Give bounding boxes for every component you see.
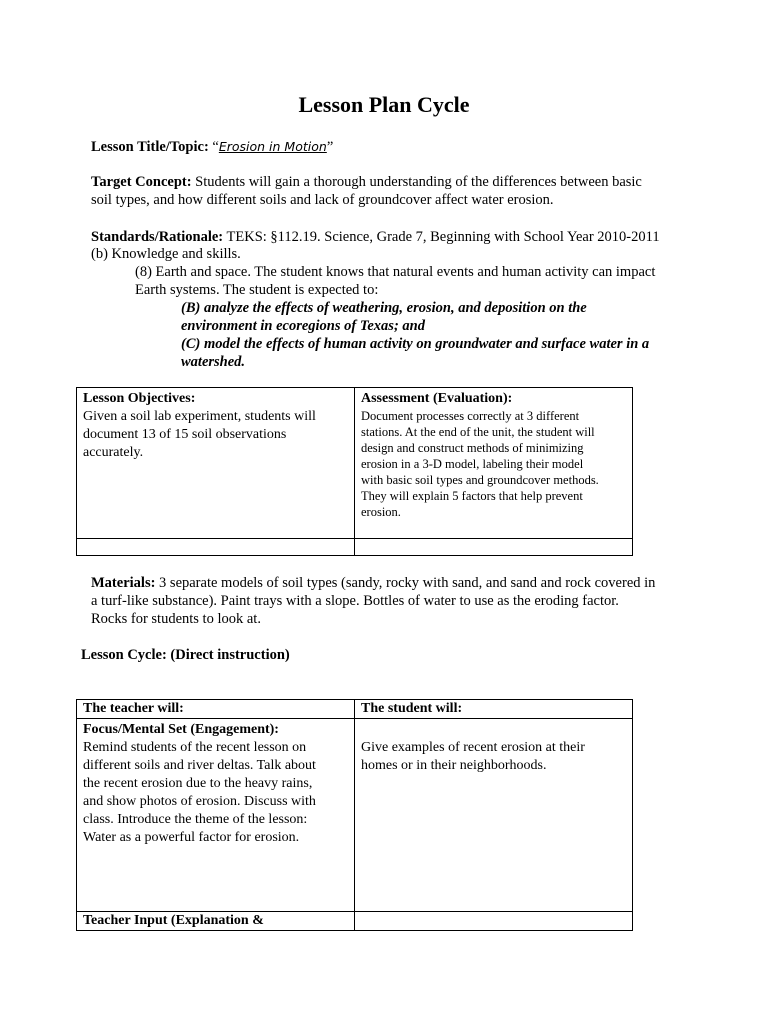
- objectives-line: accurately.: [83, 445, 144, 460]
- assessment-line: erosion in a 3-D model, labeling their model: [361, 457, 584, 471]
- target-concept-line1: [91, 173, 642, 191]
- objectives-table: [76, 387, 633, 556]
- student-line: homes or in their neighborhoods.: [361, 758, 547, 773]
- focus-line: different soils and river deltas. Talk about: [83, 758, 316, 773]
- close-quote: ”: [326, 139, 334, 155]
- standards-teks: TEKS: §112.19. Science, Grade 7, Beginning with School Year 2010-2011: [226, 229, 660, 245]
- teacher-input-header: Teacher Input (Explanation &: [77, 912, 355, 931]
- focus-line: and show photos of erosion. Discuss with: [83, 794, 316, 809]
- assessment-line: erosion.: [361, 505, 401, 519]
- assessment-header: Assessment (Evaluation):: [361, 391, 513, 406]
- lesson-cycle-heading: Lesson Cycle: (Direct instruction): [81, 647, 290, 663]
- standards-line3: (8) Earth and space. The student knows that natural events and human activity can impact: [135, 264, 656, 280]
- focus-header: Focus/Mental Set (Engagement):: [83, 722, 279, 737]
- teacher-header: The teacher will:: [77, 700, 355, 719]
- focus-line: Water as a powerful factor for erosion.: [83, 830, 300, 845]
- page-title: Lesson Plan Cycle: [298, 92, 470, 117]
- empty-cell: [77, 539, 355, 556]
- lesson-topic-value: Erosion in Motion: [218, 139, 327, 154]
- empty-cell: [355, 539, 633, 556]
- materials-text3: Rocks for students to look at.: [91, 611, 261, 627]
- assessment-line: stations. At the end of the unit, the student will: [361, 425, 595, 439]
- open-quote: “: [212, 139, 219, 155]
- lesson-title-label: Lesson Title/Topic:: [91, 139, 209, 155]
- assessment-line: with basic soil types and groundcover methods.: [361, 473, 599, 487]
- focus-line: the recent erosion due to the heavy rains,: [83, 776, 313, 791]
- standards-label: Standards/Rationale:: [91, 229, 224, 245]
- materials-text2: a turf-like substance). Paint trays with a slope. Bottles of water to use as the eroding factor.: [91, 593, 619, 609]
- standard-c-line1: (C) model the effects of human activity on groundwater and surface water in a: [181, 336, 650, 352]
- student-header: The student will:: [355, 700, 633, 719]
- target-concept-text2: soil types, and how different soils and lack of groundcover affect water erosion.: [91, 192, 554, 208]
- focus-line: Remind students of the recent lesson on: [83, 740, 307, 755]
- assessment-line: design and construct methods of minimizing: [361, 441, 584, 455]
- lesson-title-line: [91, 138, 333, 156]
- empty-cell: [355, 912, 633, 931]
- objectives-cell: [77, 388, 355, 539]
- materials-line1: [91, 574, 655, 592]
- objectives-header: Lesson Objectives:: [83, 391, 196, 406]
- student-cell: [355, 719, 633, 912]
- focus-cell: [77, 719, 355, 912]
- target-concept-text1: Students will gain a thorough understanding of the differences between basic: [195, 174, 642, 190]
- standards-line2: (b) Knowledge and skills.: [91, 246, 241, 262]
- assessment-cell: [355, 388, 633, 539]
- standard-c-line2: watershed.: [181, 354, 246, 370]
- standards-line1: [91, 228, 660, 246]
- objectives-line: Given a soil lab experiment, students will: [83, 409, 316, 424]
- assessment-line: Document processes correctly at 3 different: [361, 409, 580, 423]
- standard-b-line1: (B) analyze the effects of weathering, erosion, and deposition on the: [181, 300, 587, 316]
- materials-text1: 3 separate models of soil types (sandy, rocky with sand, and sand and rock covered in: [159, 575, 656, 591]
- target-concept-label: Target Concept:: [91, 174, 192, 190]
- materials-label: Materials:: [91, 575, 156, 591]
- assessment-line: They will explain 5 factors that help prevent: [361, 489, 583, 503]
- objectives-line: document 13 of 15 soil observations: [83, 427, 287, 442]
- focus-line: class. Introduce the theme of the lesson:: [83, 812, 308, 827]
- student-line: Give examples of recent erosion at their: [361, 740, 585, 755]
- standards-line4: Earth systems. The student is expected to:: [135, 282, 379, 298]
- standard-b-line2: environment in ecoregions of Texas; and: [181, 318, 425, 334]
- cycle-table: [76, 699, 633, 931]
